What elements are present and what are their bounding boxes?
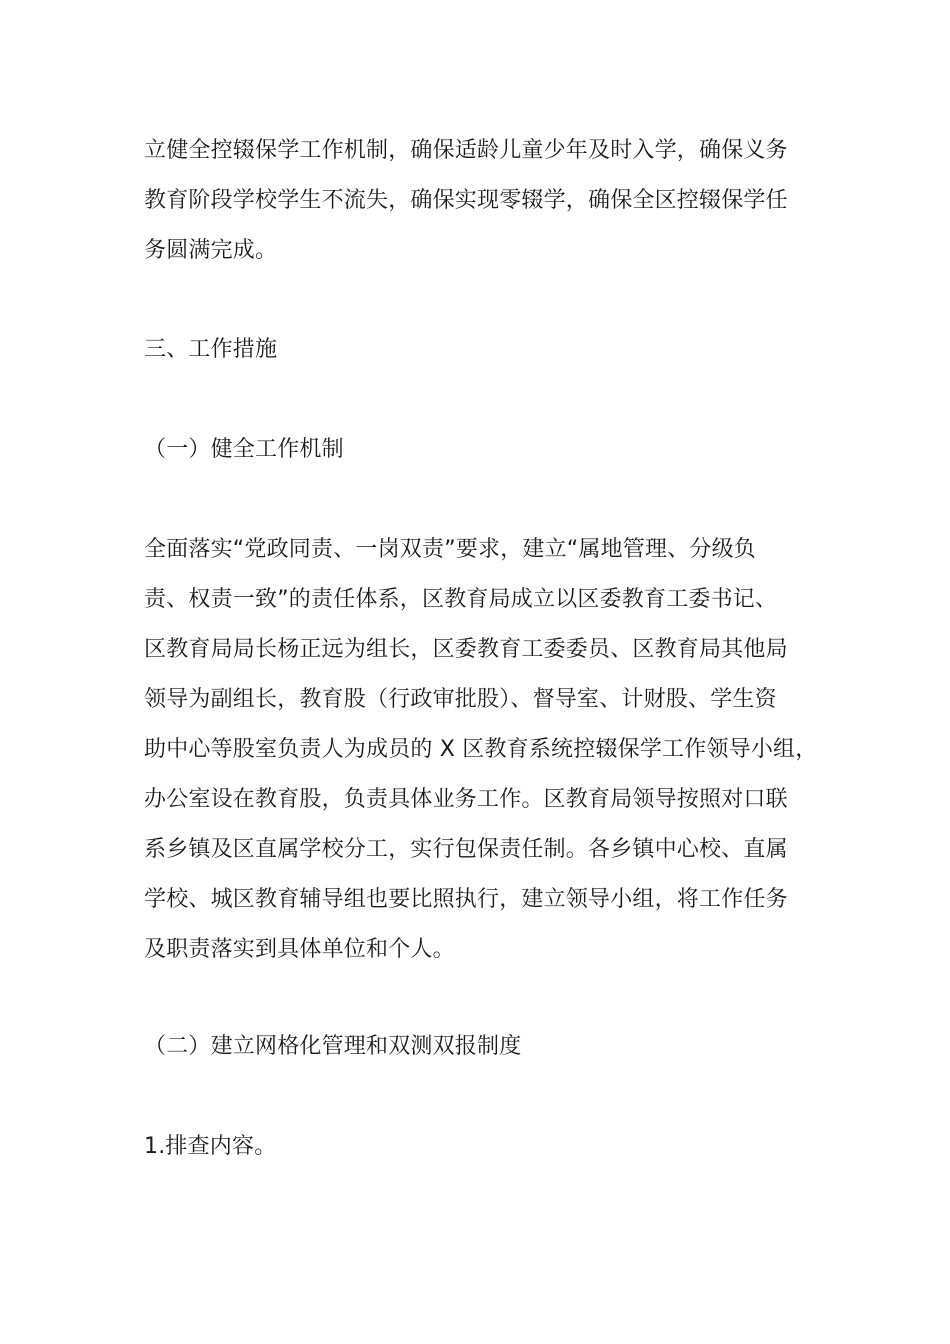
paragraph-line: 立健全控辍保学工作机制，确保适龄儿童少年及时入学，确保义务 bbox=[144, 138, 788, 163]
paragraph-line: 系乡镇及区直属学校分工，实行包保责任制。各乡镇中心校、直属 bbox=[144, 837, 788, 862]
paragraph-line: 务圆满完成。 bbox=[144, 238, 278, 263]
subsection-two-heading bbox=[144, 1022, 834, 1072]
section-three-heading bbox=[144, 325, 834, 375]
paragraph-line: 助中心等股室负责人为成员的 X 区教育系统控辍保学工作领导小组， bbox=[144, 737, 818, 762]
heading-text: 三、工作措施 bbox=[144, 337, 278, 362]
paragraph-line: 全面落实“党政同责、一岗双责”要求，建立“属地管理、分级负 bbox=[144, 537, 756, 562]
intro-paragraph bbox=[144, 126, 834, 276]
paragraph-line: 办公室设在教育股，负责具体业务工作。区教育局领导按照对口联 bbox=[144, 787, 788, 812]
paragraph-line: 学校、城区教育辅导组也要比照执行，建立领导小组，将工作任务 bbox=[144, 887, 788, 912]
heading-text: （二）建立网格化管理和双测双报制度 bbox=[144, 1034, 522, 1059]
paragraph-line: 领导为副组长，教育股（行政审批股）、督导室、计财股、学生资 bbox=[144, 687, 777, 712]
heading-text: （一）健全工作机制 bbox=[144, 437, 344, 462]
paragraph-line: 及职责落实到具体单位和个人。 bbox=[144, 937, 455, 962]
paragraph-line: 区教育局局长杨正远为组长，区委教育工委委员、区教育局其他局 bbox=[144, 637, 788, 662]
item-one-heading bbox=[144, 1122, 834, 1172]
heading-text: 1.排查内容。 bbox=[144, 1134, 277, 1159]
subsection-one-heading bbox=[144, 425, 834, 475]
paragraph-line: 责、权责一致”的责任体系，区教育局成立以区委教育工委书记、 bbox=[144, 587, 778, 612]
subsection-one-paragraph bbox=[144, 525, 834, 975]
paragraph-line: 教育阶段学校学生不流失，确保实现零辍学，确保全区控辍保学任 bbox=[144, 188, 788, 213]
